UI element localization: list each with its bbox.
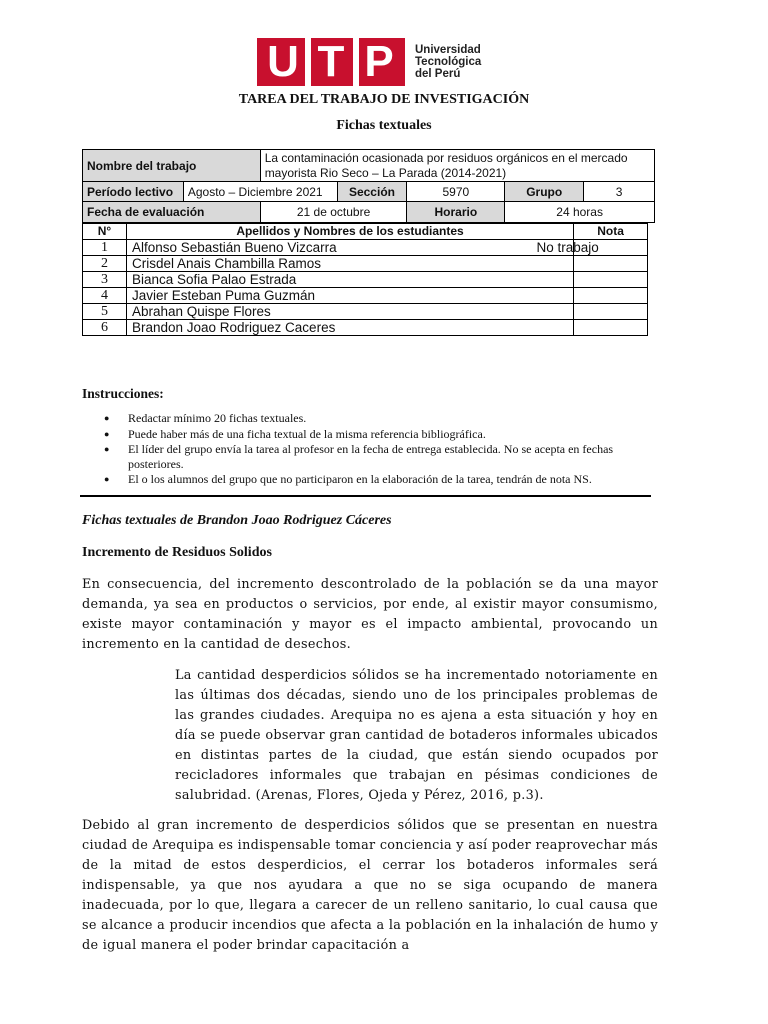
section-heading: Incremento de Residuos Solidos bbox=[82, 545, 272, 560]
student-grade bbox=[574, 320, 648, 336]
table-row bbox=[83, 304, 648, 320]
student-number: 5 bbox=[83, 304, 127, 320]
instruction-text: Redactar mínimo 20 fichas textuales. bbox=[128, 411, 307, 425]
instruction-text: El o los alumnos del grupo que no participaron en la elaboración de la tarea, tendrán de nota NS. bbox=[128, 472, 592, 486]
table-row bbox=[83, 240, 648, 256]
instructions-heading: Instrucciones: bbox=[82, 386, 164, 401]
col-name-header: Apellidos y Nombres de los estudiantes bbox=[126, 224, 573, 240]
logo-letter-t: T bbox=[317, 37, 345, 86]
doc-subtitle: Fichas textuales bbox=[336, 118, 432, 133]
table-row bbox=[83, 320, 648, 336]
work-name-label: Nombre del trabajo bbox=[83, 150, 261, 182]
fichas-heading: Fichas textuales de Brandon Joao Rodriguez Cáceres bbox=[82, 513, 392, 528]
student-name: Crisdel Anais Chambilla Ramos bbox=[126, 256, 573, 272]
student-name: Bianca Sofia Palao Estrada bbox=[126, 272, 573, 288]
col-number-header: N° bbox=[83, 224, 127, 240]
utp-logo-box bbox=[257, 38, 405, 86]
instruction-text: Puede haber más de una ficha textual de la misma referencia bibliográfica. bbox=[128, 426, 486, 441]
utp-logo bbox=[257, 38, 481, 86]
col-grade-header: Nota bbox=[574, 224, 648, 240]
logo-letter-u: U bbox=[267, 37, 299, 86]
university-line: Tecnológica bbox=[415, 56, 482, 68]
work-name-value: La contaminación ocasionada por residuos orgánicos en el mercado mayorista Rio Seco – La Parada (2014-2021) bbox=[260, 150, 654, 182]
student-number: 6 bbox=[83, 320, 127, 336]
student-grade bbox=[574, 304, 648, 320]
student-name bbox=[126, 240, 599, 256]
group-value: 3 bbox=[584, 182, 655, 202]
university-line: del Perú bbox=[415, 68, 461, 80]
divider bbox=[80, 495, 651, 497]
student-grade bbox=[574, 272, 648, 288]
instruction-text: El líder del grupo envía la tarea al profesor en la fecha de entrega establecida. No se acepta en fechas posteriores. bbox=[128, 442, 614, 471]
paragraph-2: Debido al gran incremento de desperdicios sólidos que se presentan en nuestra ciudad de Arequipa es indispensable tomar conciencia y así poder reaprovechar más de la mitad de estos desperdicios, el cerrar los botaderos informales será indispensable, ya que nos ayudara a que no se siga ocupando de manera inadecuada, por lo que, llegara a carecer de un relleno sanitario, lo cual causa que se alcance a producir incendios que afecta a la población en la inhalación de humo y de igual manera el poder brindar capacitación a bbox=[82, 818, 658, 953]
list-item bbox=[82, 442, 667, 471]
eval-date-value: 21 de octubre bbox=[260, 202, 407, 223]
student-number: 4 bbox=[83, 288, 127, 304]
bullet-icon: ● bbox=[104, 474, 110, 484]
bullet-icon: ● bbox=[104, 413, 110, 423]
doc-title: TAREA DEL TRABAJO DE INVESTIGACIÓN bbox=[238, 92, 530, 107]
student-name-text: Alfonso Sebastián Bueno Vizcarra bbox=[131, 240, 337, 255]
university-name bbox=[415, 44, 481, 80]
group-label: Grupo bbox=[505, 182, 584, 202]
schedule-value: 24 horas bbox=[505, 202, 655, 223]
student-number: 1 bbox=[83, 240, 127, 256]
textual-quote: La cantidad desperdicios sólidos se ha incrementado notoriamente en las últimas dos décadas, siendo uno de los principales problemas de las grandes ciudades. Arequipa no es ajena a esta situación y hoy en día se puede observar gran cantidad de botaderos informales ubicados en distintas partes de la ciudad, que están siendo ocupados por recicladores informales que trabajan en pésimas condiciones de salubridad. (Arenas, Flores, Ojeda y Pérez, 2016, p.3). bbox=[175, 668, 658, 803]
paragraph-1: En consecuencia, del incremento descontrolado de la población se da una mayor demanda, ya sea en productos o servicios, por ende, al existir mayor consumismo, existe mayor contaminación y mayor es el impacto ambiental, provocando un incremento en la cantidad de desechos. bbox=[82, 577, 658, 652]
schedule-label: Horario bbox=[407, 202, 505, 223]
section-value: 5970 bbox=[407, 182, 505, 202]
university-line: Universidad bbox=[415, 44, 481, 56]
student-name: Brandon Joao Rodriguez Caceres bbox=[126, 320, 573, 336]
info-table bbox=[82, 149, 655, 223]
table-row bbox=[83, 288, 648, 304]
student-name: Abrahan Quispe Flores bbox=[126, 304, 573, 320]
student-number: 3 bbox=[83, 272, 127, 288]
student-grade bbox=[574, 256, 648, 272]
section-label: Sección bbox=[337, 182, 407, 202]
table-row bbox=[83, 256, 648, 272]
eval-date-label: Fecha de evaluación bbox=[83, 202, 261, 223]
students-table bbox=[82, 223, 648, 336]
instructions-list bbox=[82, 411, 667, 488]
student-number: 2 bbox=[83, 256, 127, 272]
student-note: No trabajo bbox=[536, 240, 599, 255]
student-name: Javier Esteban Puma Guzmán bbox=[126, 288, 573, 304]
student-grade bbox=[574, 288, 648, 304]
table-row bbox=[83, 272, 648, 288]
bullet-icon: ● bbox=[104, 444, 110, 454]
list-item bbox=[82, 427, 667, 442]
period-value: Agosto – Diciembre 2021 bbox=[183, 182, 337, 202]
list-item bbox=[82, 472, 667, 487]
list-item bbox=[82, 411, 667, 426]
logo-letter-p: P bbox=[364, 37, 394, 86]
bullet-icon: ● bbox=[104, 428, 110, 439]
period-label: Período lectivo bbox=[83, 182, 184, 202]
